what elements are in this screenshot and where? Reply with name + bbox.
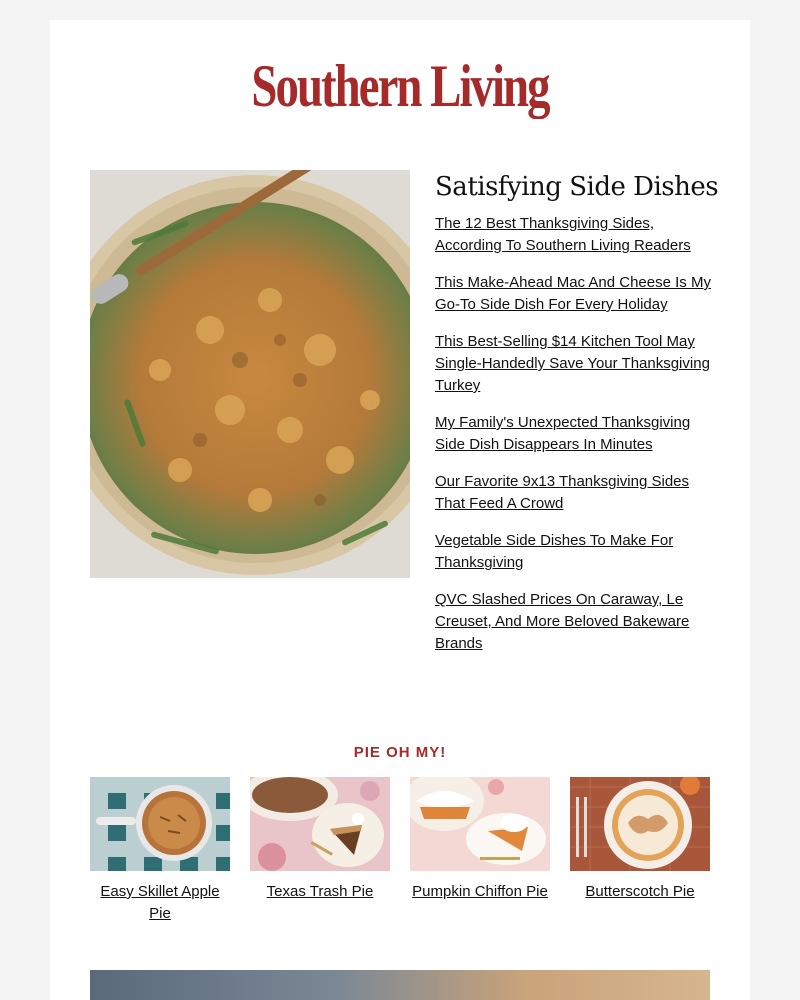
article-link-kitchen-tool[interactable]: This Best-Selling $14 Kitchen Tool May Single-Handedly Save Your Thanksgiving Turkey [435, 333, 710, 394]
article-link-qvc-bakeware[interactable]: QVC Slashed Prices On Caraway, Le Creuset, And More Beloved Bakeware Brands [435, 591, 690, 652]
list-item [435, 412, 720, 456]
pie-section-heading: PIE OH MY! [353, 744, 447, 761]
pie-label-texas-trash[interactable]: Texas Trash Pie [266, 883, 374, 900]
list-item [435, 272, 720, 316]
article-link-vegetable-sides[interactable]: Vegetable Side Dishes To Make For Thanksgiving [435, 532, 674, 571]
pumpkin-chiffon-pie-image[interactable] [410, 777, 550, 871]
butterscotch-pie-image[interactable] [570, 777, 710, 871]
article-link-9x13-sides[interactable]: Our Favorite 9x13 Thanksgiving Sides That Feed A Crowd [435, 473, 690, 512]
feature-link-list [435, 213, 720, 655]
green-bean-casserole-image[interactable] [90, 170, 410, 578]
texas-trash-pie-image[interactable] [250, 777, 390, 871]
pie-card-pumpkin-chiffon [410, 777, 550, 903]
article-link-unexpected-side[interactable]: My Family's Unexpected Thanksgiving Side Dish Disappears In Minutes [435, 414, 691, 453]
article-link-mac-and-cheese[interactable]: This Make-Ahead Mac And Cheese Is My Go-To Side Dish For Every Holiday [435, 274, 711, 313]
bottom-banner-image[interactable] [90, 970, 710, 1000]
list-item [435, 471, 720, 515]
pie-grid [90, 777, 710, 937]
pie-card-skillet-apple [90, 777, 230, 925]
pie-label-skillet-apple[interactable]: Easy Skillet Apple Pie [100, 883, 220, 922]
skillet-apple-pie-image[interactable] [90, 777, 230, 871]
article-link-best-sides[interactable]: The 12 Best Thanksgiving Sides, According To Southern Living Readers [435, 215, 691, 254]
list-item [435, 530, 720, 574]
pie-card-butterscotch [570, 777, 710, 903]
feature-section [435, 170, 720, 670]
list-item [435, 589, 720, 655]
pie-label-pumpkin-chiffon[interactable]: Pumpkin Chiffon Pie [412, 883, 548, 900]
pie-card-texas-trash [250, 777, 390, 903]
feature-title: Satisfying Side Dishes [435, 172, 719, 202]
brand-logo[interactable]: Southern Living [251, 53, 549, 119]
list-item [435, 331, 720, 397]
list-item [435, 213, 720, 257]
pie-label-butterscotch[interactable]: Butterscotch Pie [585, 883, 695, 900]
email-card [50, 20, 750, 1000]
